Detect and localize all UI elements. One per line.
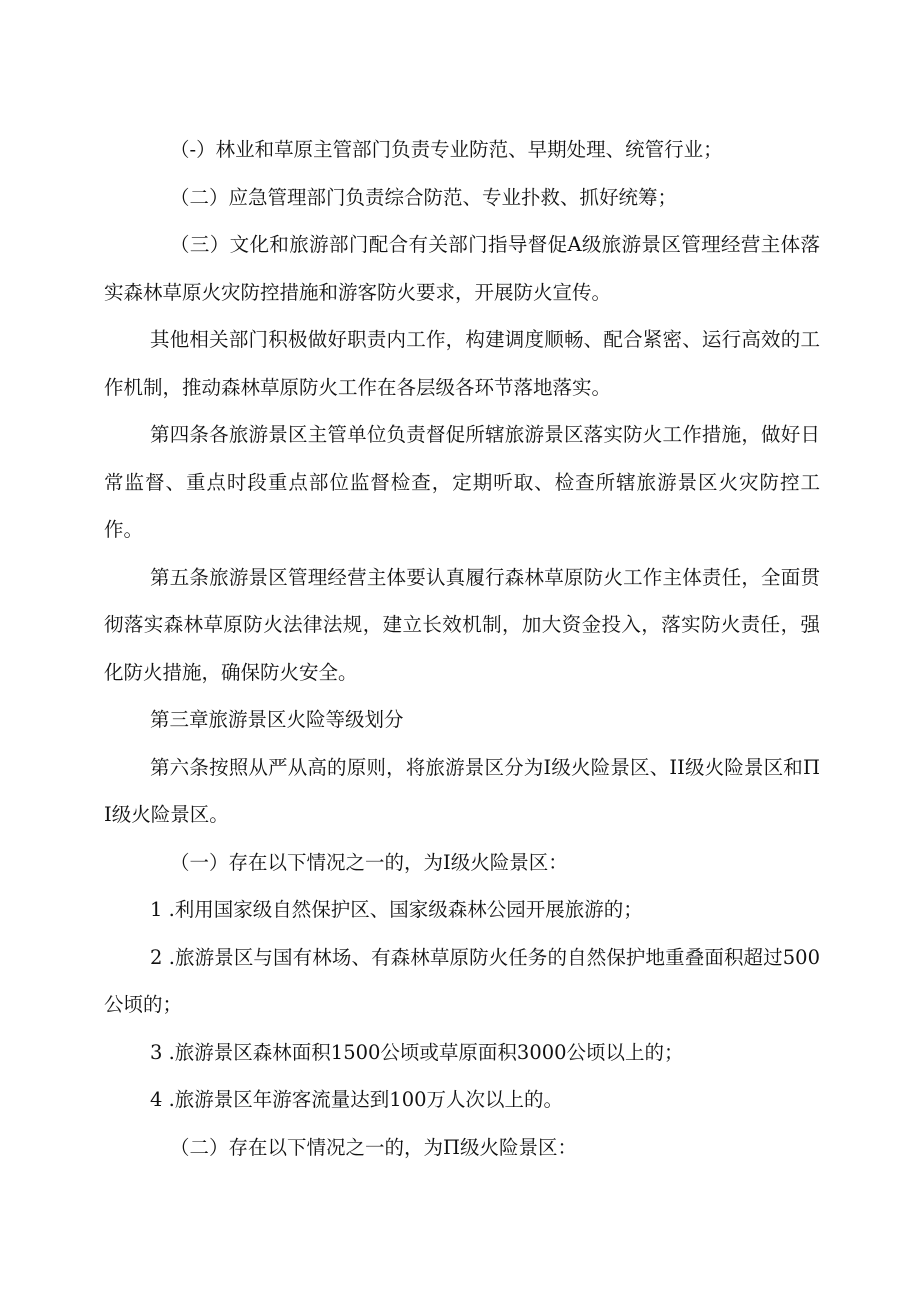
level-1-item-3: 3 .旅游景区森林面积1500公顷或草原面积3000公顷以上的； bbox=[150, 1040, 684, 1064]
article-6: 第六条按照从严从高的原则，将旅游景区分为I级火险景区、II级火险景区和ΠI级火险景区。 bbox=[104, 755, 820, 826]
chapter-3-heading: 第三章旅游景区火险等级划分 bbox=[150, 708, 404, 731]
level-1-item-2: 2 .旅游景区与国有林场、有森林草原防火任务的自然保护地重叠面积超过500公顷的； bbox=[104, 945, 820, 1016]
paragraph-forestry-dept: （-）林业和草原主管部门负责专业防范、早期处理、统管行业； bbox=[170, 138, 723, 161]
level-1-intro: （一）存在以下情况之一的，为I级火险景区： bbox=[170, 850, 568, 874]
level-1-item-4: 4 .旅游景区年游客流量达到100万人次以上的。 bbox=[150, 1088, 564, 1111]
article-5: 第五条旅游景区管理经营主体要认真履行森林草原防火工作主体责任，全面贯彻落实森林草原防火法律法规，建立长效机制，加大资金投入，落实防火责任，强化防火措施，确保防火安全。 bbox=[104, 565, 820, 684]
level-2-intro: （二）存在以下情况之一的，为Π级火险景区： bbox=[170, 1135, 578, 1159]
level-1-item-1: 1 .利用国家级自然保护区、国家级森林公园开展旅游的； bbox=[150, 898, 643, 921]
article-4: 第四条各旅游景区主管单位负责督促所辖旅游景区落实防火工作措施，做好日常监督、重点时段重点部位监督检查，定期听取、检查所辖旅游景区火灾防控工作。 bbox=[104, 423, 820, 541]
paragraph-other-depts: 其他相关部门积极做好职责内工作，构建调度顺畅、配合紧密、运行高效的工作机制，推动森林草原防火工作在各层级各环节落地落实。 bbox=[104, 328, 820, 399]
paragraph-culture-tourism-dept: （三）文化和旅游部门配合有关部门指导督促A级旅游景区管理经营主体落实森林草原火灾防控措施和游客防火要求，开展防火宣传。 bbox=[104, 233, 820, 304]
paragraph-emergency-dept: （二）应急管理部门负责综合防范、专业扑救、抓好统筹； bbox=[170, 185, 678, 209]
